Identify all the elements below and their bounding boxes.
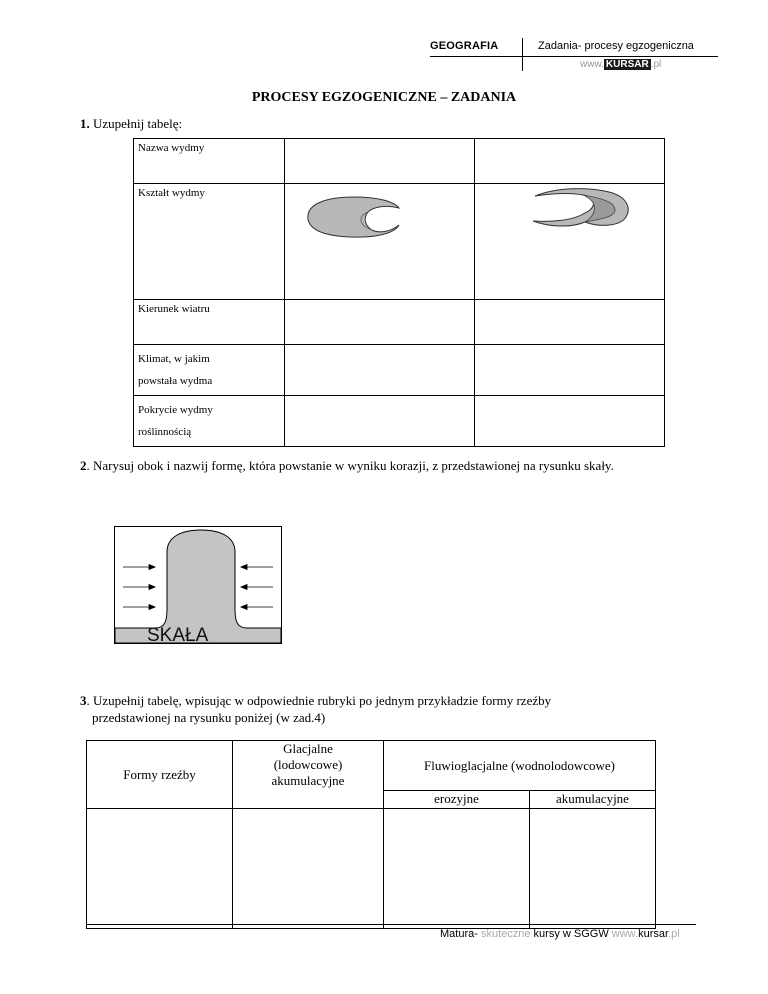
task-3-line2: przedstawionej na rysunku poniżej (w zad.4) bbox=[92, 710, 326, 725]
row-label-wind: Kierunek wiatru bbox=[134, 300, 285, 345]
task-3-number: 3 bbox=[80, 693, 87, 708]
rock-label: SKAŁA bbox=[147, 625, 209, 644]
climate-label-line1: Klimat, w jakim bbox=[138, 353, 210, 365]
site-prefix: www. bbox=[580, 59, 604, 70]
col-header-fluvioglacial: Fluwioglacjalne (wodnolodowcowe) bbox=[384, 741, 656, 791]
dune-shape-cell bbox=[475, 184, 665, 300]
task-2-text: . Narysuj obok i nazwij formę, która powstanie w wyniku korazji, z przedstawionej na rysunku skały. bbox=[86, 458, 614, 473]
dune-table bbox=[133, 138, 665, 447]
footer-part5: kursar bbox=[638, 928, 669, 940]
footer bbox=[440, 928, 680, 940]
task-3-prompt bbox=[80, 692, 692, 726]
glacial-line2: (lodowcowe) bbox=[273, 757, 343, 772]
task-3-line1: . Uzupełnij tabelę, wpisując w odpowiednie rubryki po jednym przykładzie formy rzeźby bbox=[86, 693, 552, 708]
answer-cell[interactable] bbox=[475, 396, 665, 447]
answer-cell[interactable] bbox=[475, 345, 665, 396]
task-1-number: 1. bbox=[80, 116, 90, 131]
page-title: PROCESY EGZOGENICZNE – ZADANIA bbox=[251, 90, 517, 105]
footer-part3: kursy w SGGW bbox=[530, 928, 609, 940]
footer-rule bbox=[86, 924, 696, 925]
wind-arrows-left bbox=[123, 565, 155, 610]
site-suffix: .pl bbox=[650, 59, 662, 70]
dune-shape-cell bbox=[285, 184, 475, 300]
header-site bbox=[580, 59, 661, 70]
row-label-shape: Kształt wydmy bbox=[134, 184, 285, 300]
col-header-accumulative: akumulacyjne bbox=[530, 791, 656, 809]
barchan-dune-shape bbox=[308, 197, 399, 237]
glacial-line1: Glacjalne bbox=[283, 741, 333, 756]
task-2-number: 2 bbox=[80, 458, 87, 473]
answer-cell[interactable] bbox=[530, 809, 656, 929]
parabolic-dune-illustration bbox=[527, 184, 637, 236]
answer-cell[interactable] bbox=[285, 139, 475, 184]
footer-part1: Matura- bbox=[440, 928, 478, 940]
vegetation-label-line1: Pokrycie wydmy bbox=[138, 404, 213, 416]
row-label-name: Nazwa wydmy bbox=[134, 139, 285, 184]
footer-part2: skuteczne bbox=[477, 928, 531, 940]
row-label-vegetation bbox=[134, 396, 285, 447]
answer-cell[interactable] bbox=[475, 139, 665, 184]
task-1-prompt bbox=[80, 112, 182, 136]
answer-cell[interactable] bbox=[233, 809, 384, 929]
col-header-glacial bbox=[233, 741, 384, 809]
col-header-erosive: erozyjne bbox=[384, 791, 530, 809]
barchan-dune-illustration bbox=[302, 192, 422, 242]
answer-cell[interactable] bbox=[384, 809, 530, 929]
header-rule bbox=[430, 56, 718, 57]
answer-cell[interactable] bbox=[285, 345, 475, 396]
empty-cell bbox=[87, 809, 233, 929]
task-2-prompt bbox=[80, 454, 688, 478]
answer-cell[interactable] bbox=[285, 396, 475, 447]
kursar-logo: KURSAR bbox=[605, 59, 649, 70]
landform-table bbox=[86, 740, 656, 929]
glacial-line3: akumulacyjne bbox=[271, 773, 345, 788]
climate-label-line2: powstała wydma bbox=[138, 375, 213, 387]
header-topic: Zadania- procesy egzogeniczna bbox=[538, 40, 694, 52]
footer-part6: .pl bbox=[668, 928, 680, 940]
row-label-climate bbox=[134, 345, 285, 396]
task-1-text: Uzupełnij tabelę: bbox=[93, 116, 183, 131]
vegetation-label-line2: roślinnością bbox=[138, 426, 192, 438]
footer-part4: www. bbox=[608, 928, 639, 940]
row-header-forms: Formy rzeźby bbox=[87, 741, 233, 809]
wind-arrows-right bbox=[241, 565, 273, 610]
answer-cell[interactable] bbox=[475, 300, 665, 345]
header-subject: GEOGRAFIA bbox=[430, 40, 499, 52]
rock-figure bbox=[114, 526, 282, 644]
answer-cell[interactable] bbox=[285, 300, 475, 345]
header-divider bbox=[522, 38, 523, 71]
